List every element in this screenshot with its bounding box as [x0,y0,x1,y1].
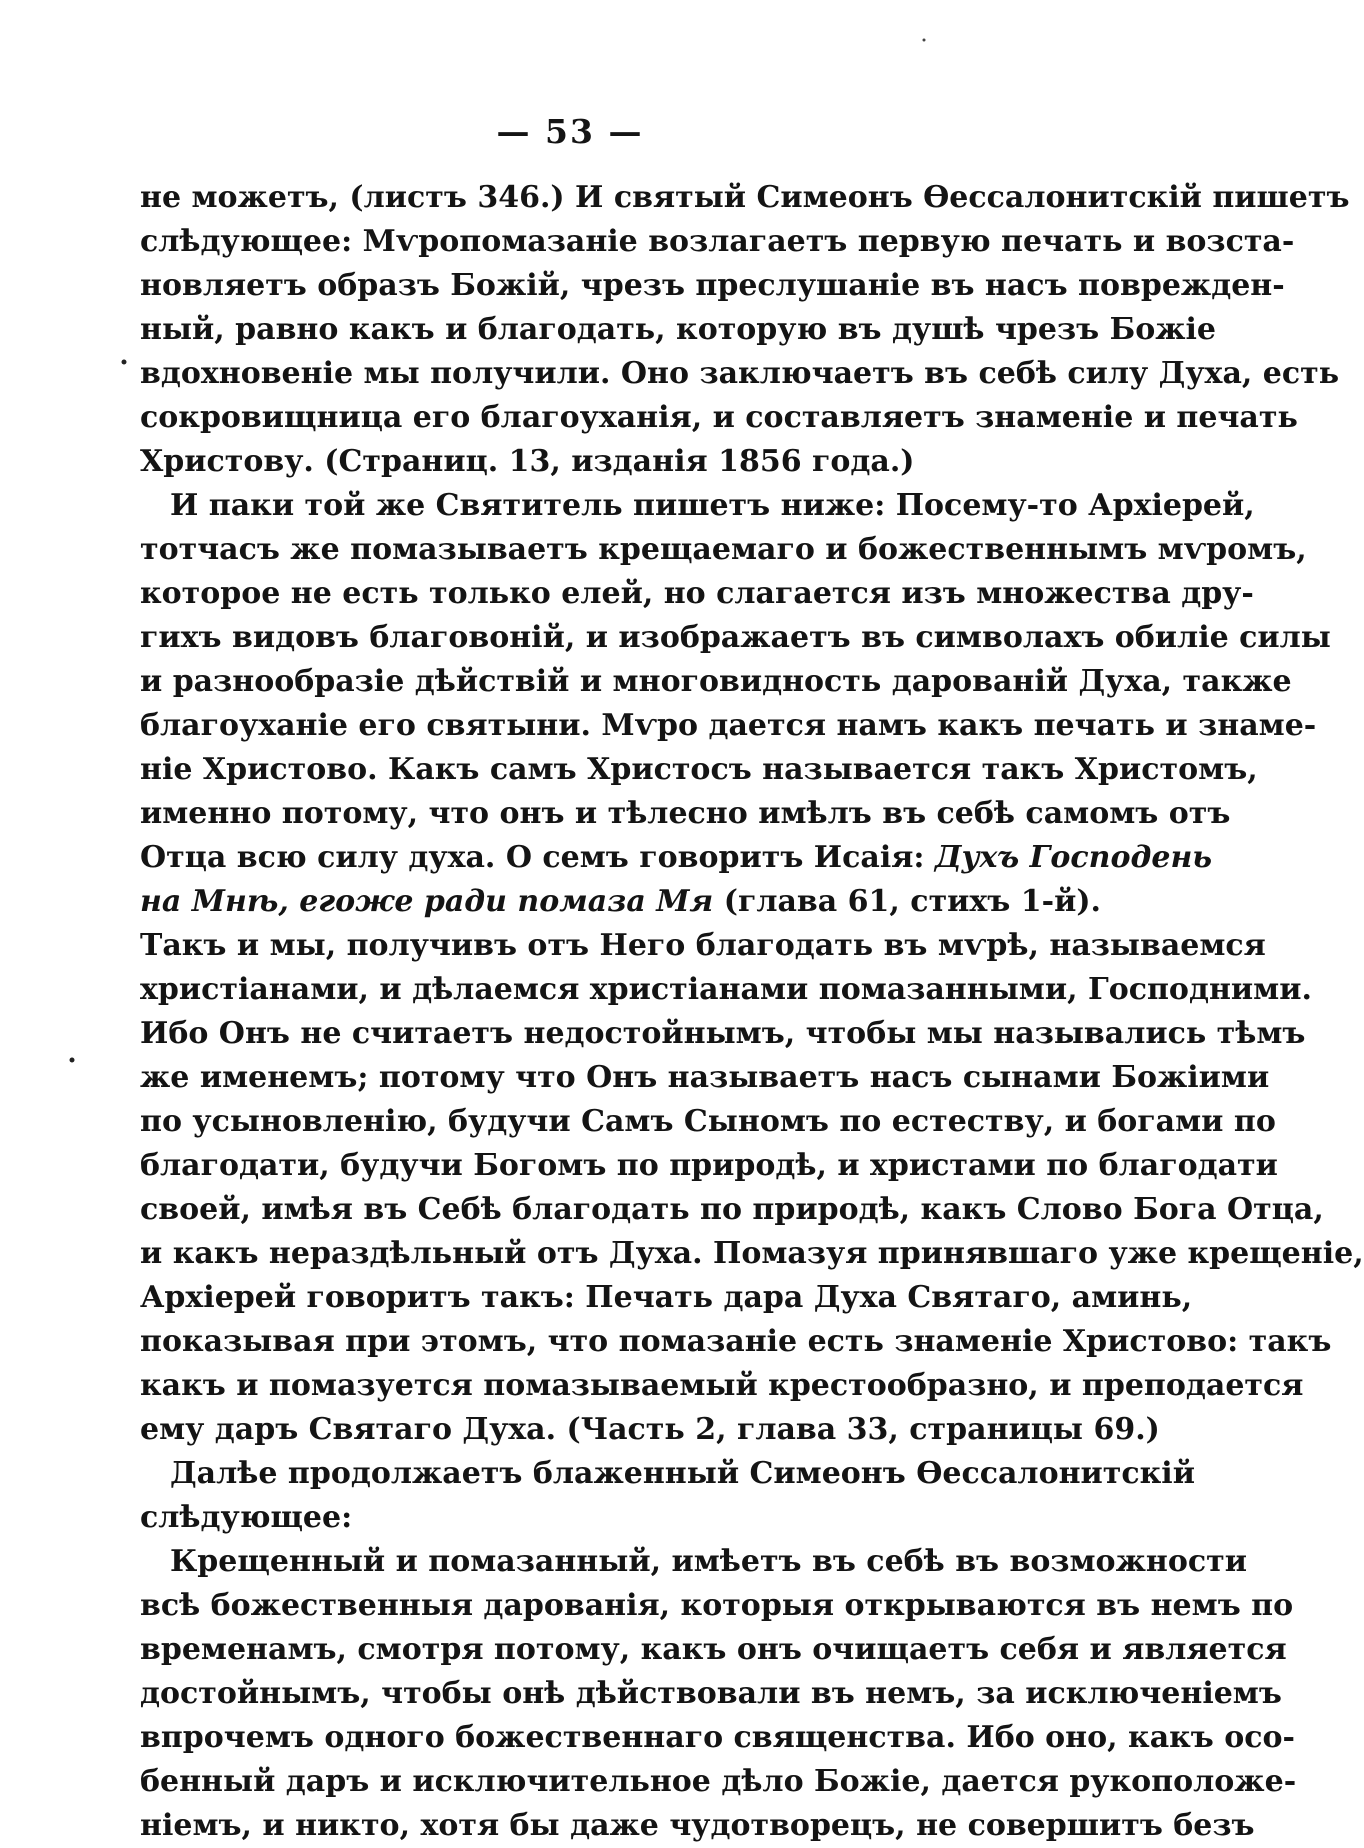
text-line: по усыновленію, будучи Самъ Сыномъ по естеству, и богами по [140,1104,1276,1139]
scripture-quote-italic: Духъ Господень [934,840,1213,875]
text-line: благоуханіе его святыни. Мѵро дается намъ какъ печать и знаме- [140,708,1317,743]
paragraph-start-line: И паки той же Святитель пишетъ ниже: Посему-то Архіерей, [170,488,1255,523]
paragraph-start-line: Далѣе продолжаетъ блаженный Симеонъ Ѳессалонитскій [170,1456,1195,1491]
text-line: ніе Христово. Какъ самъ Христосъ называется такъ Христомъ, [140,752,1258,787]
text-line: и разнообразіе дѣйствій и многовидность дарованій Духа, также [140,664,1292,699]
text-line: которое не есть только елей, но слагается изъ множества дру- [140,576,1254,611]
text-line: и какъ нераздѣльный отъ Духа. Помазуя принявшаго уже крещеніе, [140,1236,1364,1271]
text-line: Архіерей говоритъ такъ: Печать дара Духа Святаго, аминь, [140,1280,1193,1315]
text-line: ему даръ Святаго Духа. (Часть 2, глава 33, страницы 69.) [140,1412,1160,1447]
text-line: вдохновеніе мы получили. Оно заключаетъ въ себѣ силу Духа, есть [140,356,1340,391]
text-line: благодати, будучи Богомъ по природѣ, и христами по благодати [140,1148,1278,1183]
paragraph-start-line: Крещенный и помазанный, имѣетъ въ себѣ въ возможности [170,1544,1247,1579]
text-line: слѣдующее: Мѵропомазаніе возлагаетъ первую печать и возста- [140,224,1295,259]
text-line: новляетъ образъ Божій, чрезъ преслушаніе въ насъ поврежден- [140,268,1285,303]
text-line: слѣдующее: [140,1500,353,1535]
text-line: ный, равно какъ и благодать, которую въ душѣ чрезъ Божіе [140,312,1217,347]
text-line: христіанами, и дѣлаемся христіанами помазанными, Господними. [140,972,1312,1007]
text-line: временамъ, смотря потому, какъ онъ очищаетъ себя и является [140,1632,1287,1667]
speck [923,39,926,42]
speck [122,360,127,365]
text-line: не можетъ, (листъ 346.) И святый Симеонъ Ѳессалонитскій пишетъ [140,180,1350,215]
text-line: своей, имѣя въ Себѣ благодать по природѣ, какъ Слово Бога Отца, [140,1192,1324,1227]
text-line: Ибо Онъ не считаетъ недостойнымъ, чтобы мы назывались тѣмъ [140,1016,1306,1051]
text-line: достойнымъ, чтобы онѣ дѣйствовали въ немъ, за исключеніемъ [140,1676,1282,1711]
text-line: гихъ видовъ благовоній, и изображаетъ въ символахъ обиліе силы [140,620,1331,655]
text-line: ніемъ, и никто, хотя бы даже чудотворецъ, не совершитъ безъ [140,1808,1255,1843]
scripture-quote-italic: на Мнѣ, егоже ради помаза Мя [140,884,714,919]
text-line: впрочемъ одного божественнаго священства. Ибо оно, какъ осо- [140,1720,1295,1755]
text-line: показывая при этомъ, что помазаніе есть знаменіе Христово: такъ [140,1324,1332,1359]
text-line: тотчасъ же помазываетъ крещаемаго и божественнымъ мѵромъ, [140,532,1307,567]
text-line: Христову. (Страниц. 13, изданія 1856 года.) [140,444,915,479]
scripture-reference: (глава 61, стихъ 1-й). [723,884,1101,919]
text-line: какъ и помазуется помазываемый крестообразно, и преподается [140,1368,1304,1403]
text-line: именно потому, что онъ и тѣлесно имѣлъ въ себѣ самомъ отъ [140,796,1231,831]
text-line: Такъ и мы, получивъ отъ Него благодать въ мѵрѣ, называемся [140,928,1266,963]
text-line: всѣ божественныя дарованія, которыя открываются въ немъ по [140,1588,1294,1623]
page-number: — 53 — [496,112,644,151]
text-line: же именемъ; потому что Онъ называетъ насъ сынами Божіими [140,1060,1270,1095]
speck [70,1058,75,1063]
text-segment: Отца всю силу духа. О семъ говоритъ Исаія: [140,840,925,875]
text-line: сокровищница его благоуханія, и составляетъ знаменіе и печать [140,400,1298,435]
text-line: бенный даръ и исключительное дѣло Божіе, дается рукоположе- [140,1764,1297,1799]
